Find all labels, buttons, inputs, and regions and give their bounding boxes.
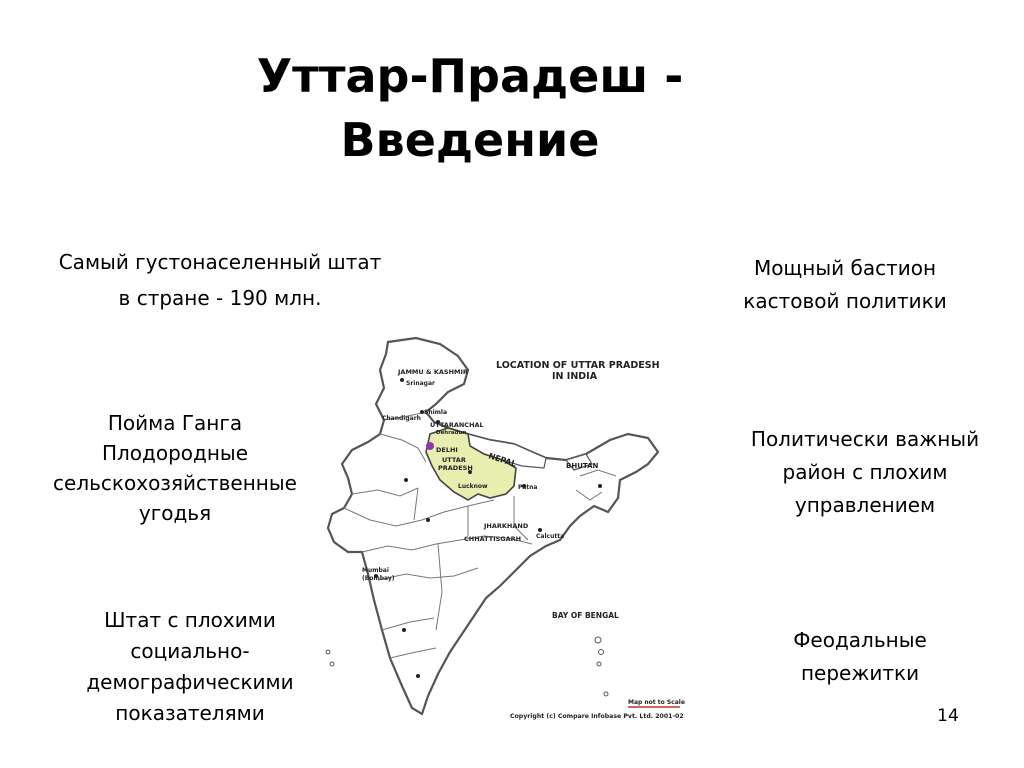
label-chhattisgarh: CHHATTISGARH bbox=[464, 535, 522, 543]
ganga-line1: Пойма Ганга bbox=[107, 411, 243, 435]
feudal-line2: пережитки bbox=[800, 661, 920, 685]
feudal-line1: Феодальные bbox=[793, 628, 927, 652]
label-bay: BAY OF BENGAL bbox=[552, 611, 619, 620]
title-line2: Введение bbox=[340, 113, 600, 167]
map-title-line1: LOCATION OF UTTAR PRADESH bbox=[496, 360, 660, 371]
map-title-line2: IN INDIA bbox=[552, 371, 598, 382]
populous-line2: в стране - 190 млн. bbox=[118, 286, 322, 310]
ganga-line3: сельскохозяйственные bbox=[53, 471, 297, 495]
label-delhi: DELHI bbox=[436, 446, 458, 454]
label-kolkata: Calcutta bbox=[536, 533, 565, 540]
title bbox=[160, 44, 780, 172]
page-number: 14 bbox=[937, 706, 959, 726]
label-uttaranchal: UTTARANCHAL bbox=[430, 421, 484, 429]
ganga-text bbox=[20, 408, 330, 528]
label-mumbai-line2: (Bombay) bbox=[362, 575, 395, 582]
label-patna: Patna bbox=[518, 484, 538, 491]
label-scale: Map not to Scale bbox=[628, 699, 685, 706]
label-bhutan: BHUTAN bbox=[566, 462, 599, 470]
caste-text bbox=[700, 252, 990, 318]
label-shimla: Shimla bbox=[424, 409, 448, 416]
delhi-marker bbox=[426, 442, 434, 450]
feudal-text bbox=[740, 624, 980, 690]
label-dehradun: Dehradun bbox=[436, 430, 467, 436]
populous-text bbox=[20, 244, 420, 316]
label-lucknow: Lucknow bbox=[458, 483, 488, 490]
political-line3: управлением bbox=[794, 493, 936, 517]
political-line2: район с плохим bbox=[782, 460, 948, 484]
political-text bbox=[720, 423, 1010, 522]
ganga-line2: Плодородные bbox=[101, 441, 249, 465]
label-mumbai-line1: Mumbai bbox=[362, 567, 389, 574]
label-nepal: NEPAL bbox=[487, 451, 518, 469]
populous-line1: Самый густонаселенный штат bbox=[58, 250, 382, 274]
india-map bbox=[318, 330, 690, 725]
caste-line2: кастовой политики bbox=[743, 289, 947, 313]
caste-line1: Мощный бастион bbox=[753, 256, 937, 280]
social-line4: показателями bbox=[115, 701, 265, 725]
label-jharkhand: JHARKHAND bbox=[484, 522, 529, 530]
title-line1: Уттар-Прадеш - bbox=[256, 49, 684, 103]
social-text bbox=[40, 605, 340, 729]
islands bbox=[326, 637, 608, 696]
label-jammu: JAMMU & KASHMIR bbox=[398, 368, 468, 376]
label-copyright: Copyright (c) Compare Infobase Pvt. Ltd. 2001-02 bbox=[510, 713, 684, 720]
social-line2: социально- bbox=[130, 639, 250, 663]
label-chandigarh: Chandigarh bbox=[382, 415, 421, 422]
social-line3: демографическими bbox=[86, 670, 294, 694]
social-line1: Штат с плохими bbox=[104, 608, 276, 632]
political-line1: Политически важный bbox=[750, 427, 980, 451]
label-up-line1: UTTAR bbox=[442, 456, 466, 464]
ganga-line4: угодья bbox=[138, 501, 212, 525]
label-up-line2: PRADESH bbox=[438, 464, 473, 472]
label-srinagar: Srinagar bbox=[406, 380, 435, 387]
